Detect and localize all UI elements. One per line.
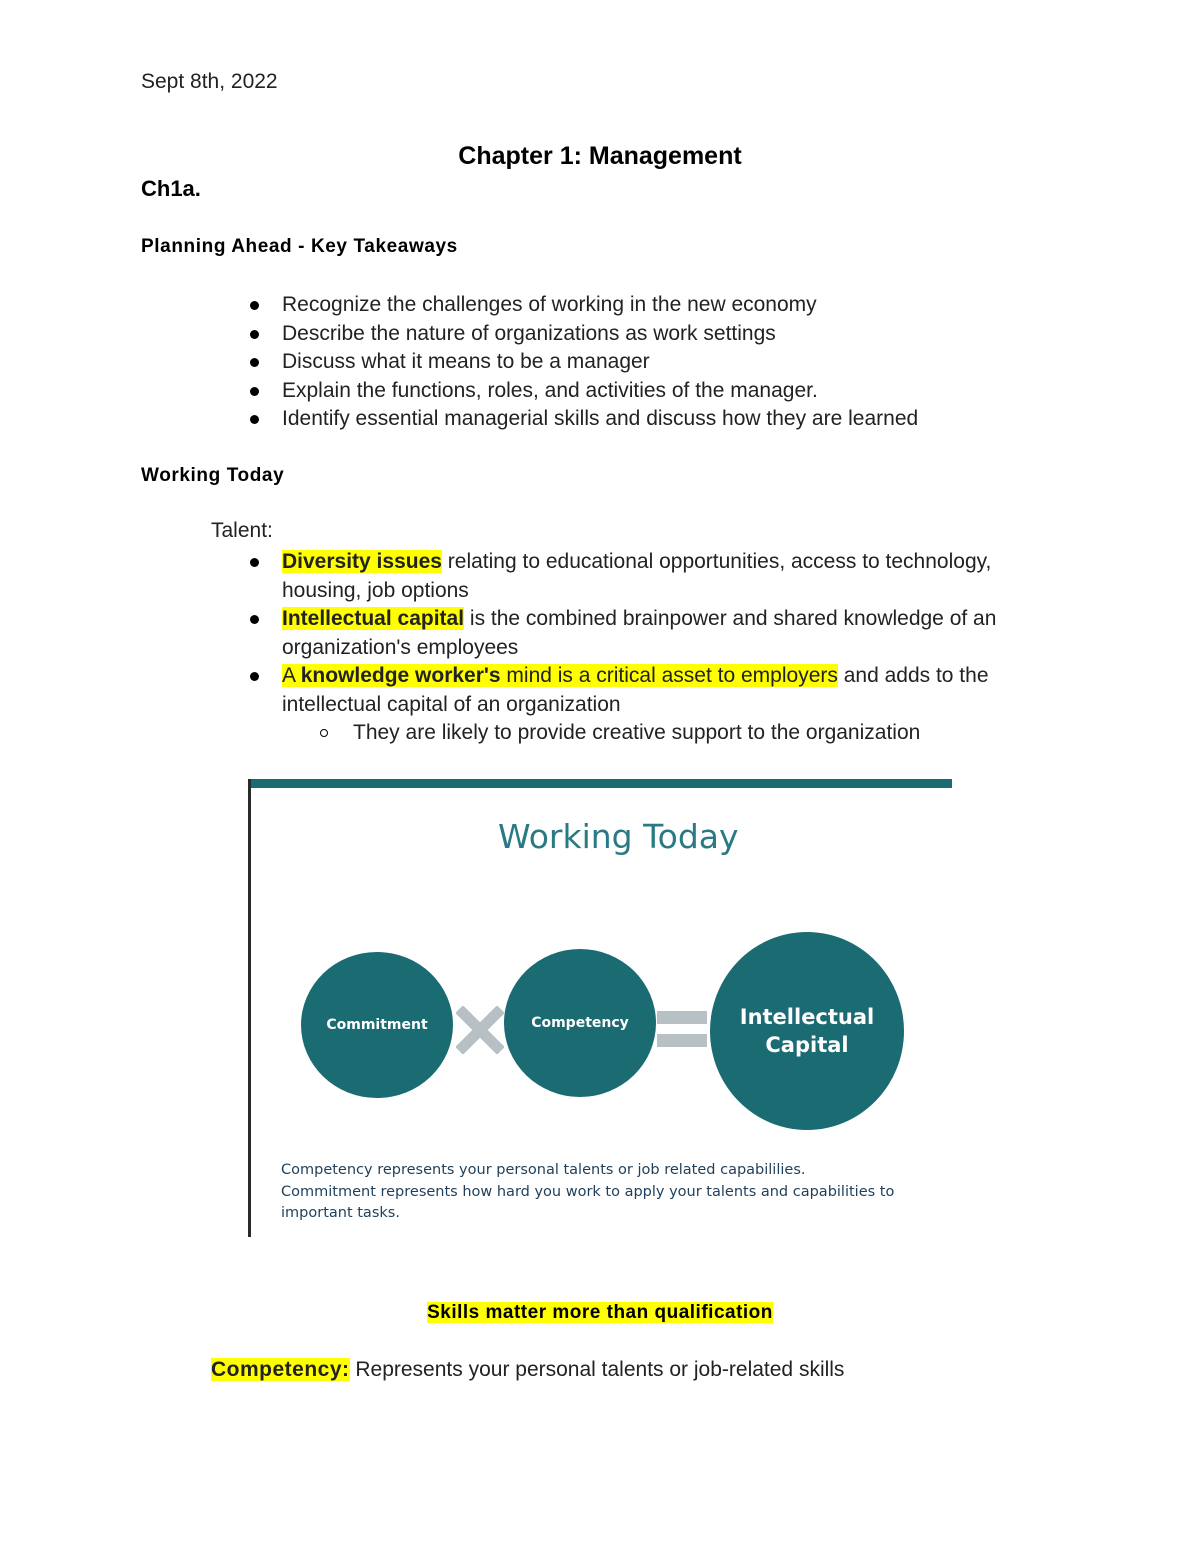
bullet-icon: [250, 387, 259, 396]
talent-list: [248, 548, 1008, 748]
slide-left-border: [248, 779, 251, 1237]
multiply-icon: [456, 1006, 504, 1054]
list-item: Discuss what it means to be a manager: [248, 348, 1048, 377]
slide-top-bar: [248, 779, 952, 788]
planning-heading: Planning Ahead - Key Takeaways: [141, 236, 458, 257]
list-item: Describe the nature of organizations as work settings: [248, 320, 1048, 349]
document-date: Sept 8th, 2022: [141, 70, 278, 93]
competency-circle: Competency: [504, 949, 656, 1097]
working-heading: Working Today: [141, 465, 285, 486]
slide-caption: Competency represents your personal talents or job related capabililies. Commitment represents how hard you work to apply your talents and capabilities to important tasks.: [281, 1162, 895, 1221]
list-item: Explain the functions, roles, and activities of the manager.: [248, 377, 1048, 406]
highlighted-term: Diversity issues: [282, 550, 442, 573]
skills-heading: Skills matter more than qualification: [427, 1302, 773, 1323]
highlighted-term: knowledge worker's: [300, 664, 501, 687]
bullet-icon: [250, 415, 259, 424]
list-item: A knowledge worker's mind is a critical asset to employers and adds to the intellectual capital of an organization: [248, 662, 1008, 719]
talent-label: Talent:: [211, 519, 273, 542]
list-item: Diversity issues relating to educational opportunities, access to technology, housing, job options: [248, 548, 1008, 605]
bullet-icon: [250, 330, 259, 339]
bullet-icon: [250, 672, 259, 681]
highlighted-term: Intellectual capital: [282, 607, 465, 630]
bullet-icon: [250, 558, 259, 567]
slide-title: Working Today: [498, 817, 739, 856]
bullet-icon: [250, 301, 259, 310]
working-today-slide-image: [248, 779, 952, 1237]
list-item: Intellectual capital is the combined brainpower and shared knowledge of an organization's employees: [248, 605, 1008, 662]
highlighted-phrase: mind is a critical asset to employers: [500, 664, 838, 687]
competency-definition: Competency: Represents your personal talents or job-related skills: [211, 1358, 845, 1381]
bullet-icon: [250, 615, 259, 624]
commitment-circle: Commitment: [301, 952, 453, 1098]
equals-icon: [657, 1009, 707, 1049]
page-title: Chapter 1: Management: [458, 142, 742, 170]
bullet-icon: [250, 358, 259, 367]
list-item: Identify essential managerial skills and discuss how they are learned: [248, 405, 1048, 434]
intellectual-capital-circle: Intellectual Capital: [710, 932, 904, 1130]
planning-list: [248, 291, 1048, 434]
sub-list-item: They are likely to provide creative support to the organization: [248, 719, 1008, 748]
chapter-code: Ch1a.: [141, 176, 201, 201]
list-item: Recognize the challenges of working in the new economy: [248, 291, 1048, 320]
hollow-bullet-icon: [320, 729, 328, 737]
highlighted-term: Competency:: [211, 1358, 350, 1381]
